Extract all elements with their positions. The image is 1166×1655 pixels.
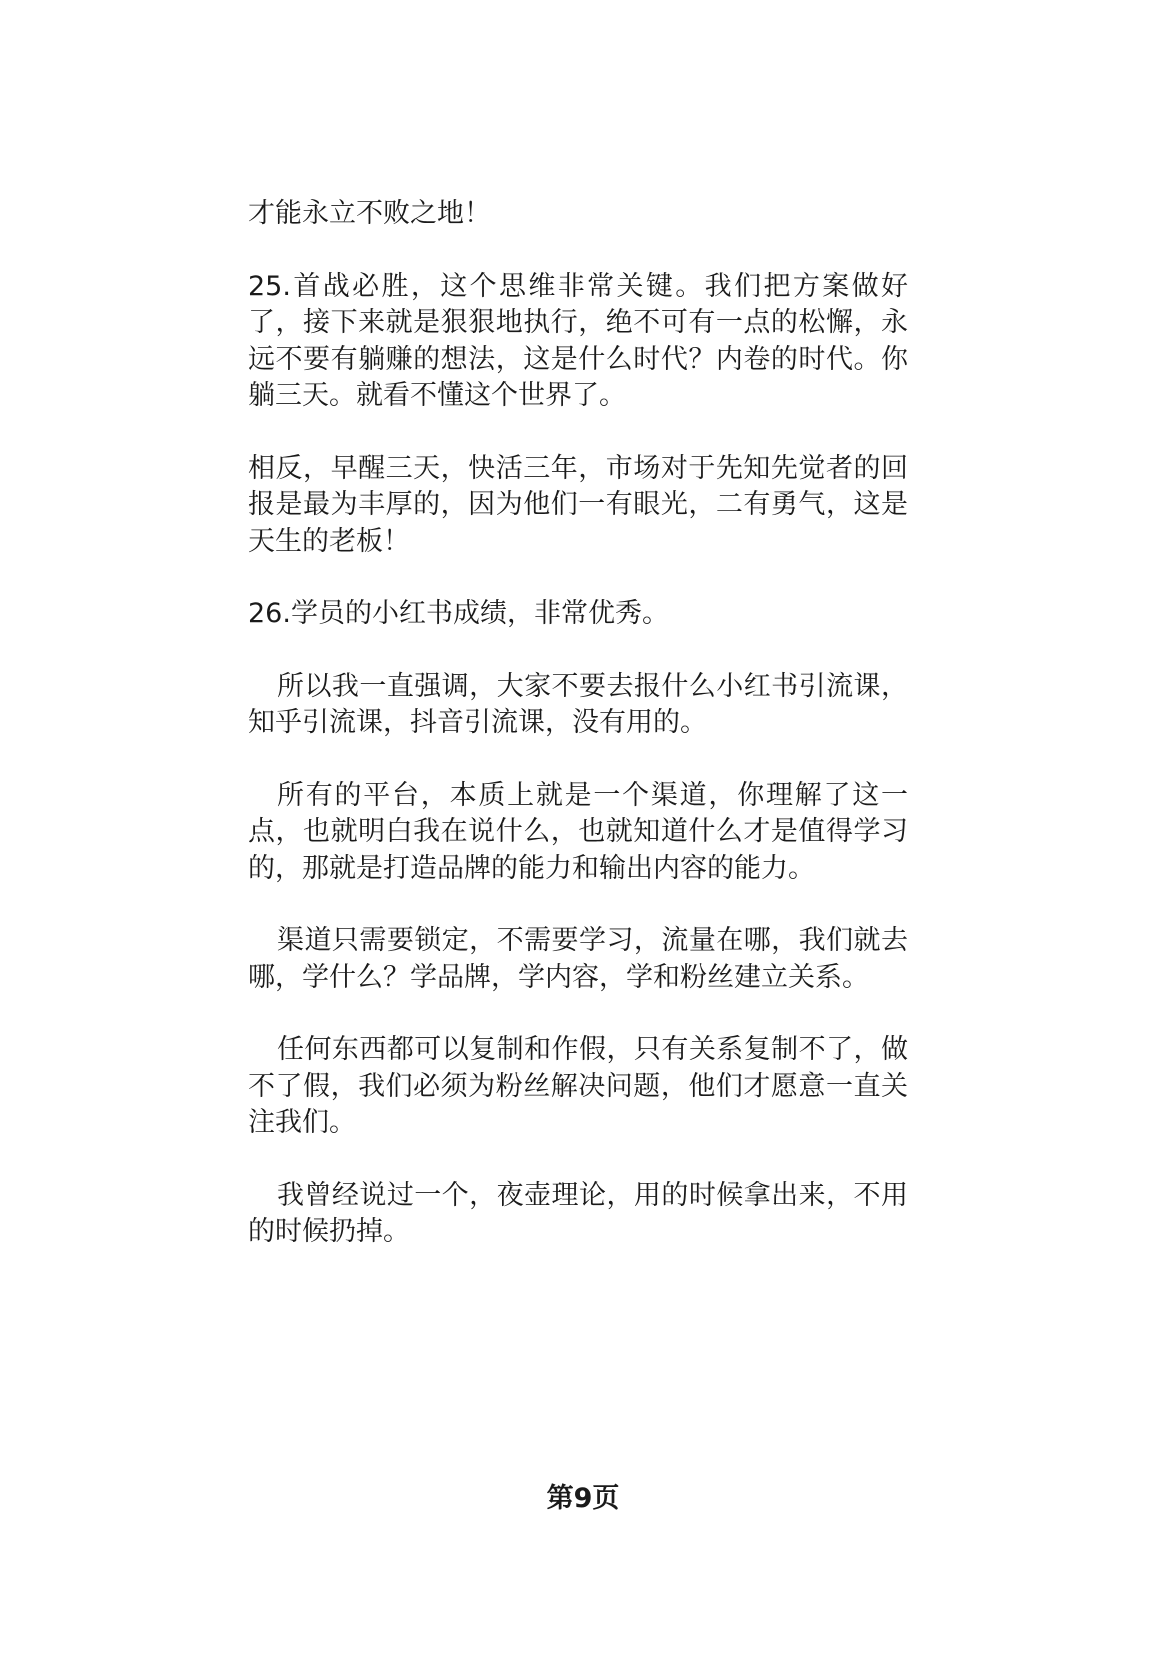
paragraph-5: 所以我一直强调，大家不要去报什么小红书引流课，知乎引流课，抖音引流课，没有用的。 [248,670,908,738]
paragraph-1: 才能永立不败之地！ [248,198,491,229]
body-text [248,196,908,1287]
paragraph-7: 渠道只需要锁定，不需要学习，流量在哪，我们就去哪，学什么？学品牌，学内容，学和粉丝建立关系。 [248,925,908,993]
paragraph-4: 26.学员的小红书成绩，非常优秀。 [248,598,669,629]
paragraph-2: 25.首战必胜，这个思维非常关键。我们把方案做好了，接下来就是狠狠地执行，绝不可有一点的松懈，永远不要有躺赚的想法，这是什么时代？内卷的时代。你躺三天。就看不懂这个世界了。 [248,270,908,411]
paragraph-8: 任何东西都可以复制和作假，只有关系复制不了，做不了假，我们必须为粉丝解决问题，他们才愿意一直关注我们。 [248,1034,908,1138]
paragraph-6: 所有的平台，本质上就是一个渠道，你理解了这一点，也就明白我在说什么，也就知道什么才是值得学习的，那就是打造品牌的能力和输出内容的能力。 [248,779,908,884]
page-number: 第9页 [546,1483,620,1514]
paragraph-3: 相反，早醒三天，快活三年，市场对于先知先觉者的回报是最为丰厚的，因为他们一有眼光，二有勇气，这是天生的老板！ [248,452,908,557]
paragraph-9: 我曾经说过一个，夜壶理论，用的时候拿出来，不用的时候扔掉。 [248,1179,908,1247]
